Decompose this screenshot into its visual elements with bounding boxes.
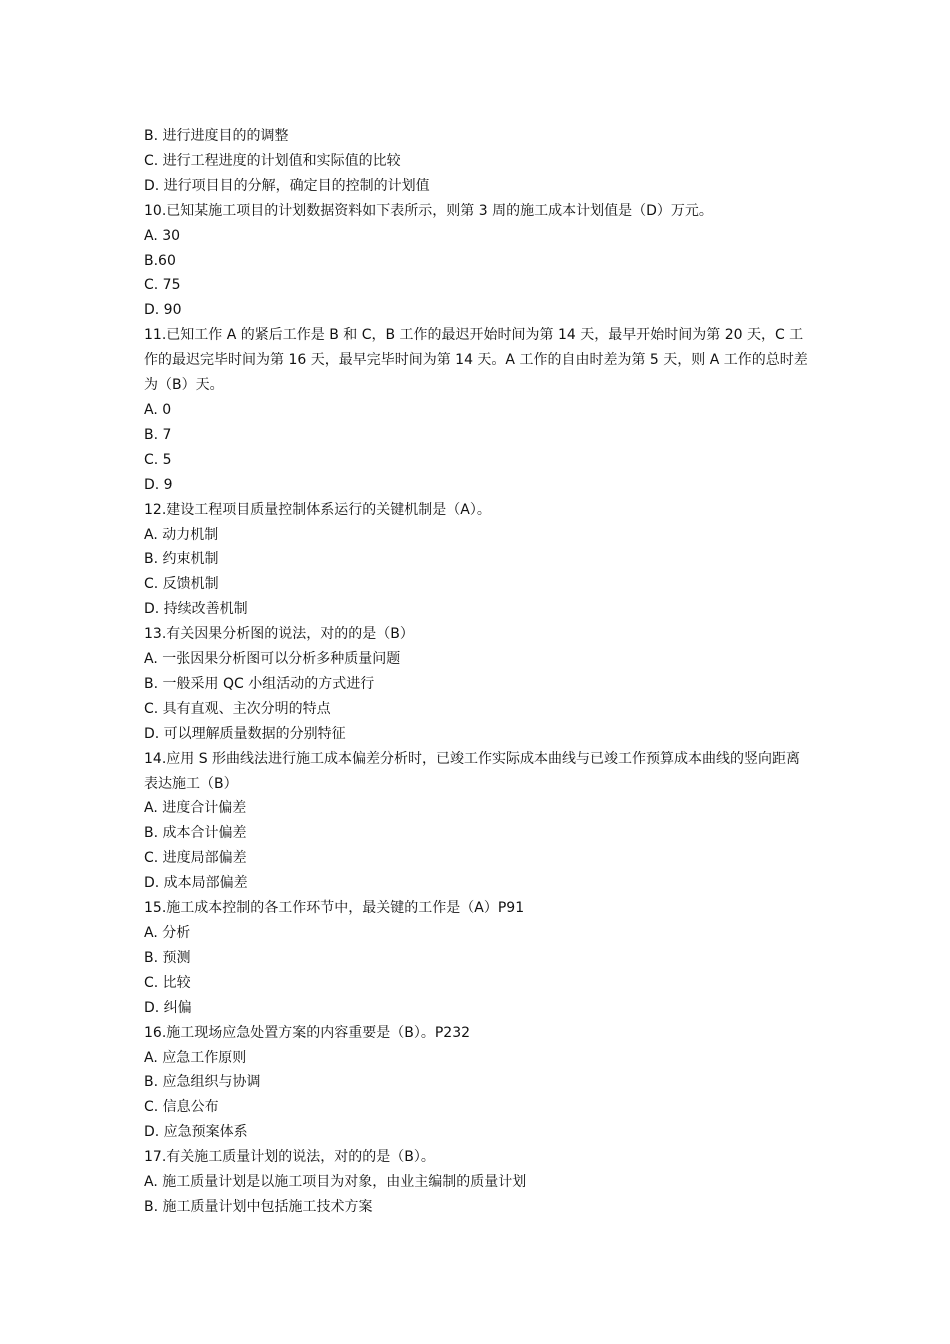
question-line: 11.已知工作 A 的紧后工作是 B 和 C，B 工作的最迟开始时间为第 14 天，最早开始时间为第 20 天，C 工作的最迟完毕时间为第 16 天，最早完毕时间为第 14 天。A 工作的自由时差为第 5 天，则 A 工作的总时差为（B）天。 [144,327,808,394]
option-line: C. 比较 [144,974,191,991]
option-line: A. 30 [144,227,181,244]
option-line: C. 信息公布 [144,1099,219,1116]
option-line: D. 90 [144,302,182,319]
option-line: B. 施工质量计划中包括施工技术方案 [144,1198,373,1215]
question-line: 12.建设工程项目质量控制体系运行的关键机制是（A）。 [144,501,491,518]
option-line: B.60 [144,252,176,269]
option-line: C. 具有直观、主次分明的特点 [144,700,331,717]
option-line: C. 进度局部偏差 [144,850,247,867]
text-line: B. 进行进度目的的调整 [144,128,289,144]
question-line: 16.施工现场应急处置方案的内容重要是（B）。P232 [144,1024,471,1041]
option-line: D. 成本局部偏差 [144,875,248,892]
option-line: D. 应急预案体系 [144,1124,248,1141]
option-line: A. 施工质量计划是以施工项目为对象，由业主编制的质量计划 [144,1174,527,1191]
question-line: 17.有关施工质量计划的说法，对的的是（B）。 [144,1149,435,1166]
option-line: A. 一张因果分析图可以分析多种质量问题 [144,651,401,668]
document-body [144,124,814,1220]
question-line: 14.应用 S 形曲线法进行施工成本偏差分析时，已竣工作实际成本曲线与已竣工作预算成本曲线的竖向距离表达施工（B） [144,750,801,792]
option-line: C. 5 [144,451,172,468]
option-line: A. 进度合计偏差 [144,800,247,817]
question-line: 10.已知某施工项目的计划数据资料如下表所示，则第 3 周的施工成本计划值是（D）万元。 [144,202,713,219]
question-line: 15.施工成本控制的各工作环节中，最关键的工作是（A）P91 [144,900,525,917]
option-line: B. 成本合计偏差 [144,825,247,842]
option-line: A. 应急工作原则 [144,1049,247,1066]
option-line: B. 约束机制 [144,551,219,568]
option-line: B. 应急组织与协调 [144,1074,261,1091]
option-line: A. 0 [144,401,172,418]
option-line: C. 反馈机制 [144,576,219,593]
question-line: 13.有关因果分析图的说法，对的的是（B） [144,626,414,643]
option-line: A. 动力机制 [144,526,219,543]
option-line: A. 分析 [144,925,191,941]
option-line: D. 可以理解质量数据的分别特征 [144,725,346,742]
option-line: D. 9 [144,476,173,493]
option-line: D. 持续改善机制 [144,601,248,618]
text-line: D. 进行项目目的分解，确定目的控制的计划值 [144,177,430,194]
option-line: B. 一般采用 QC 小组活动的方式进行 [144,675,375,692]
option-line: C. 75 [144,277,181,294]
option-line: B. 预测 [144,949,191,966]
text-line: C. 进行工程进度的计划值和实际值的比较 [144,152,401,169]
option-line: B. 7 [144,426,172,443]
option-line: D. 纠偏 [144,999,192,1016]
